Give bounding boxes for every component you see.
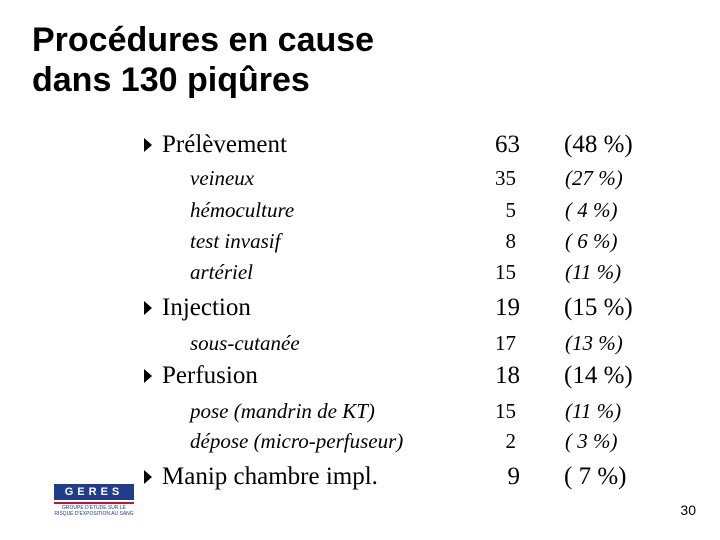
section-count: 9 [507, 463, 520, 490]
sub-percent: ( 3 %) [565, 429, 618, 453]
sub-percent: (11 %) [565, 260, 622, 284]
logo-subtitle: GROUPE D'ETUDE SUR LE RISQUE D'EXPOSITION AU SANG [54, 505, 134, 517]
sub-row [0, 331, 720, 363]
section-count: 63 [495, 131, 520, 158]
section-row-prelevement [0, 131, 720, 163]
sub-label: dépose (micro-perfuseur) [190, 429, 404, 453]
sub-count: 5 [505, 198, 516, 222]
section-percent: (15 %) [564, 294, 633, 321]
sub-row [0, 198, 720, 230]
section-label: Perfusion [162, 362, 258, 389]
sub-percent: ( 4 %) [565, 198, 618, 222]
sub-label: hémoculture [190, 198, 295, 222]
sub-percent: (27 %) [565, 166, 623, 190]
section-label: Manip chambre impl. [162, 463, 378, 490]
page-number: 30 [680, 502, 696, 518]
section-label: Injection [162, 294, 251, 321]
slide-title [32, 20, 374, 100]
section-percent: ( 7 %) [564, 463, 627, 490]
sub-row [0, 229, 720, 261]
sub-label: pose (mandrin de KT) [190, 399, 375, 423]
sub-count: 15 [495, 399, 516, 423]
bullet-arrow-icon [144, 301, 152, 315]
bullet-arrow-icon [144, 138, 152, 152]
logo-name: GERES [54, 484, 134, 500]
sub-label: test invasif [190, 229, 281, 253]
bullet-arrow-icon [144, 369, 152, 383]
sub-label: sous-cutanée [190, 331, 300, 355]
title-line-1: Procédures en cause [32, 21, 375, 59]
sub-count: 15 [495, 260, 516, 284]
sub-count: 2 [505, 429, 516, 453]
section-row-perfusion [0, 362, 720, 394]
sub-percent: (13 %) [565, 331, 623, 355]
section-count: 18 [495, 362, 520, 389]
geres-logo [54, 484, 134, 516]
sub-count: 8 [505, 229, 516, 253]
section-label: Prélèvement [162, 131, 287, 158]
sub-label: veineux [190, 166, 255, 190]
sub-percent: ( 6 %) [565, 229, 618, 253]
title-line-2: dans 130 piqûres [32, 61, 310, 99]
sub-percent: (11 %) [565, 399, 622, 423]
section-percent: (14 %) [564, 362, 633, 389]
sub-row [0, 166, 720, 198]
sub-row [0, 260, 720, 292]
section-count: 19 [495, 294, 520, 321]
sub-count: 17 [495, 331, 516, 355]
section-percent: (48 %) [564, 131, 633, 158]
logo-divider [54, 502, 134, 504]
sub-label: artériel [190, 260, 253, 284]
bullet-arrow-icon [144, 470, 152, 484]
sub-row [0, 429, 720, 461]
sub-row [0, 399, 720, 431]
section-row-injection [0, 294, 720, 326]
sub-count: 35 [495, 166, 516, 190]
